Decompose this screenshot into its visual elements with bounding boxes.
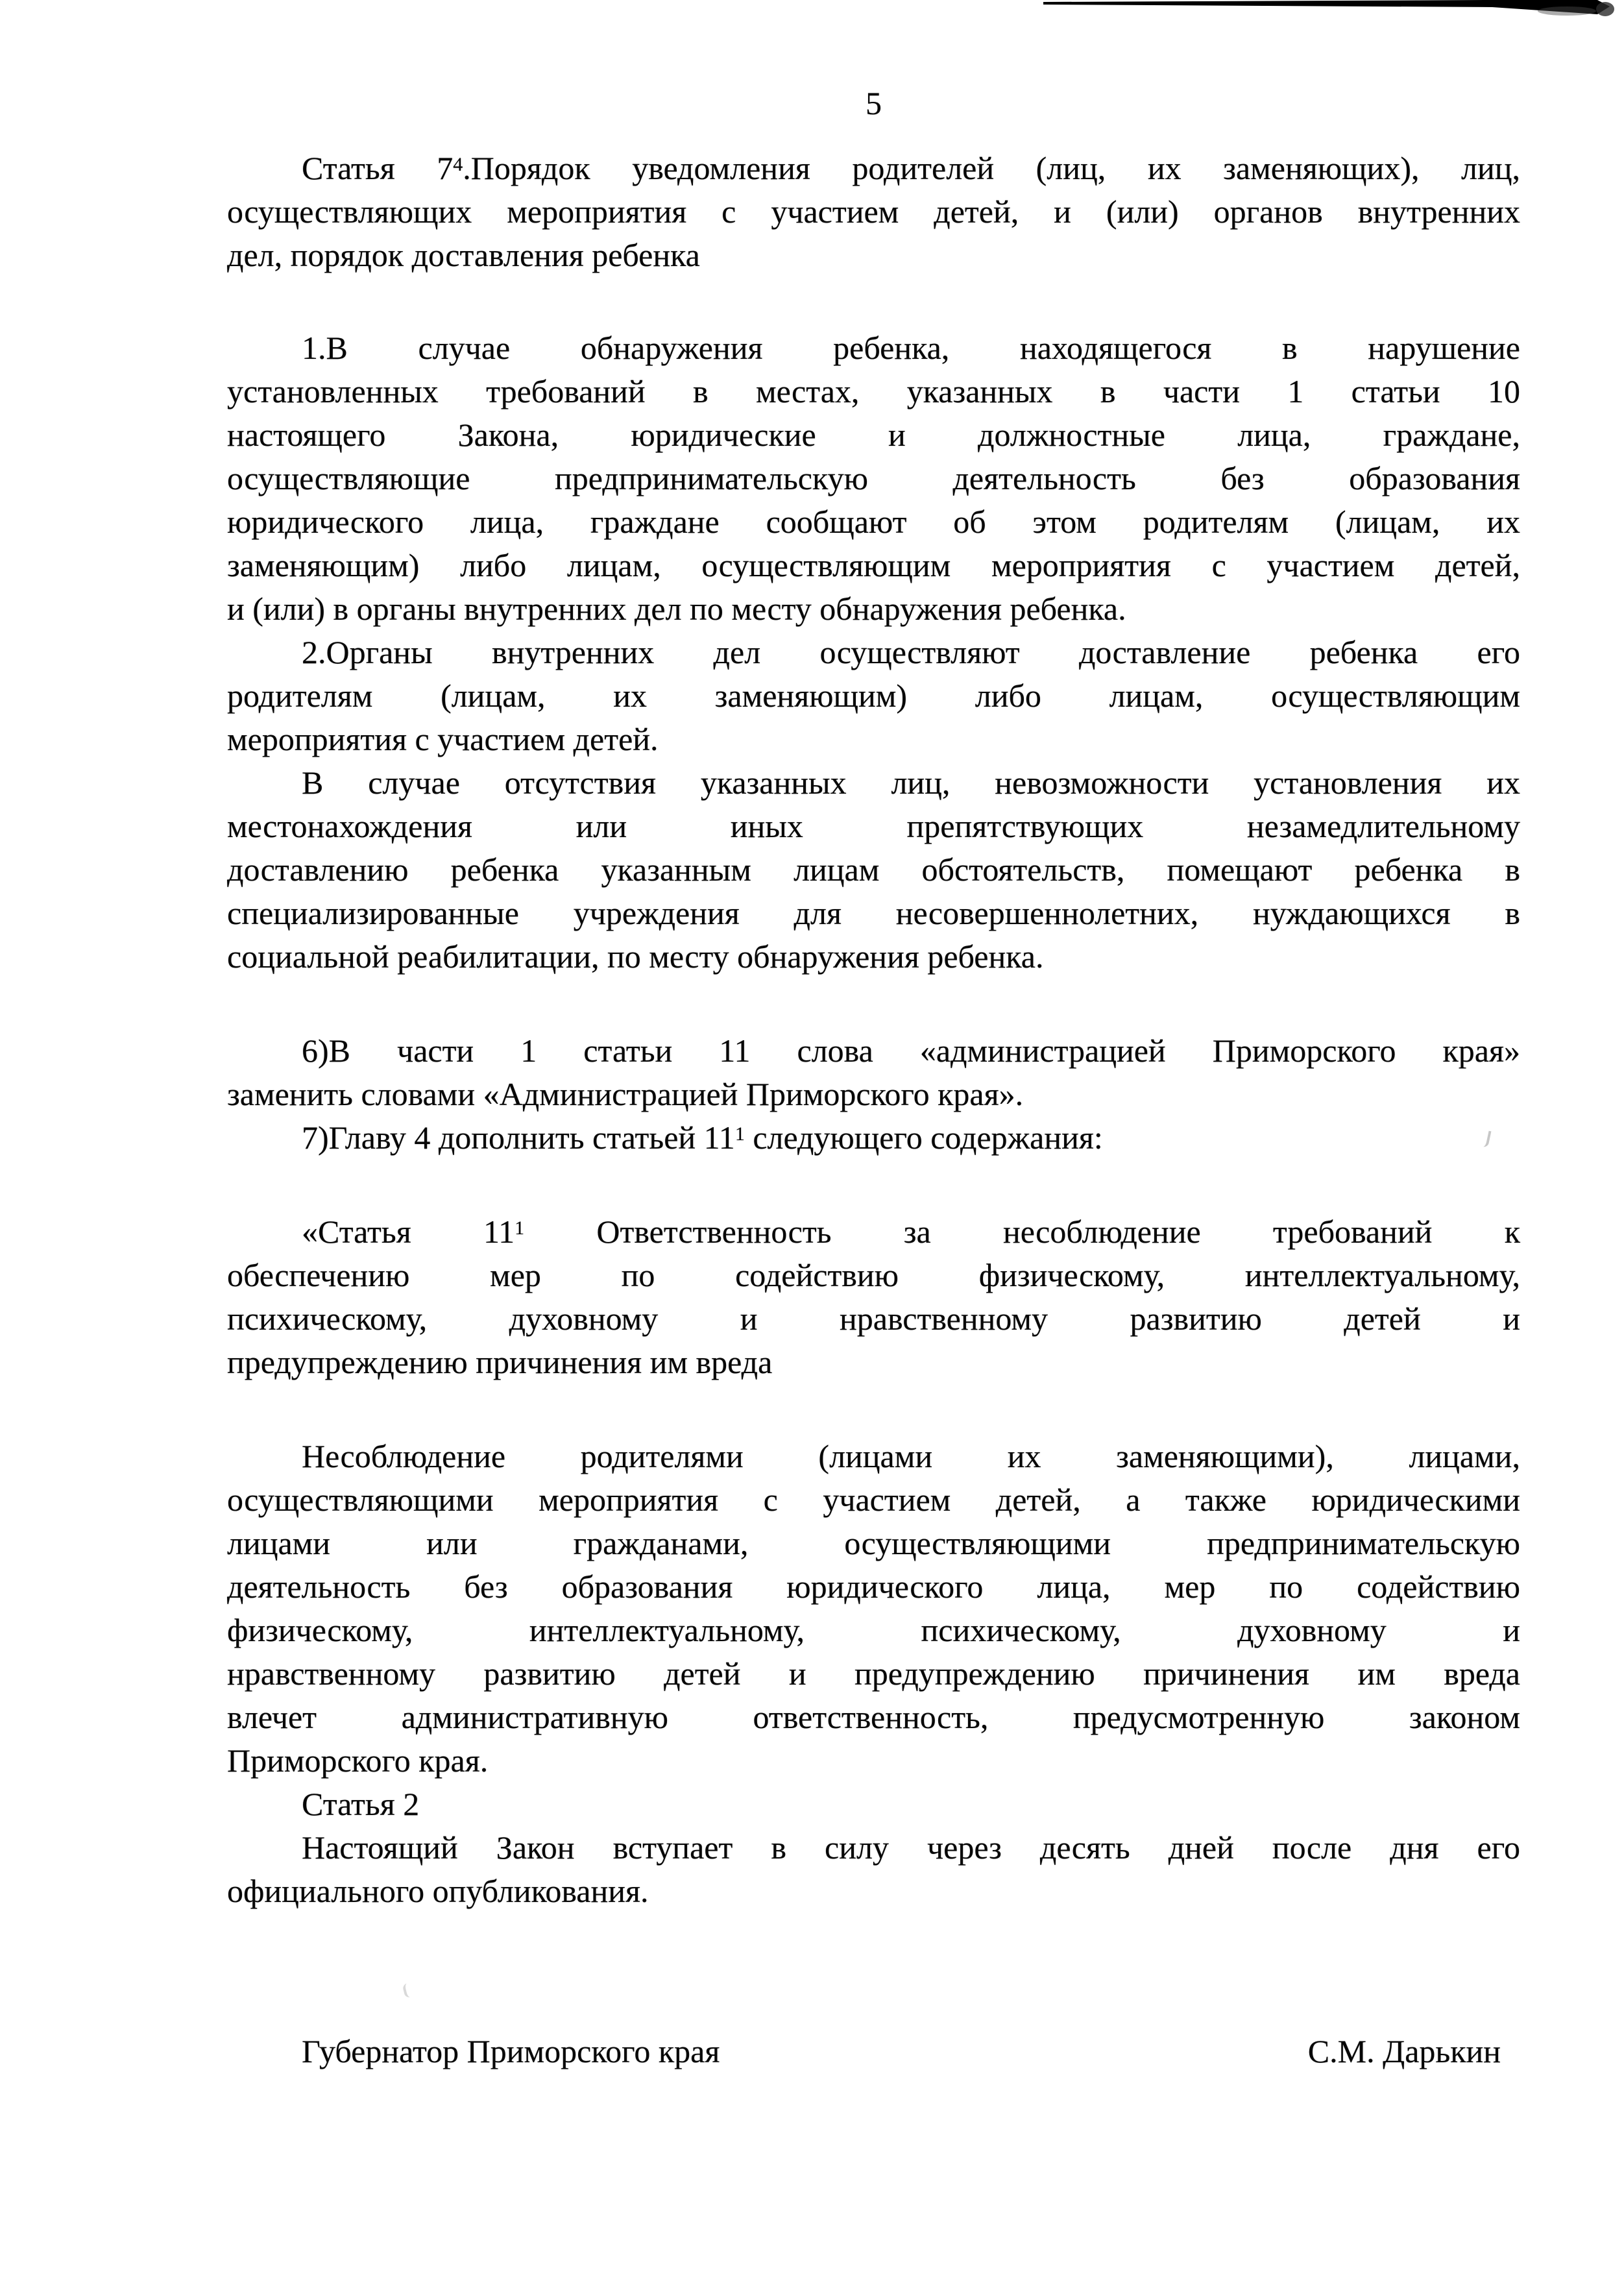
paragraph-line: осуществляющими мероприятия с участием детей, а также юридическими <box>227 1481 1520 1518</box>
paragraph-line: местонахождения или иных препятствующих незамедлительному <box>227 808 1520 844</box>
paragraph-line: осуществляющие предпринимательскую деятельность без образования <box>227 460 1520 496</box>
paragraph-line: 1.В случае обнаружения ребенка, находящегося в нарушение <box>302 330 1520 366</box>
paragraph-line: социальной реабилитации, по месту обнаружения ребенка. <box>227 938 1044 975</box>
paragraph-line: заменяющим) либо лицам, осуществляющим мероприятия с участием детей, <box>227 547 1520 583</box>
paragraph-line: Несоблюдение родителями (лицами их заменяющими), лицами, <box>302 1438 1520 1474</box>
article-7-4-body <box>227 326 1520 979</box>
heading-continuation-lines <box>227 190 1520 277</box>
heading-line-with-superscript <box>227 147 1520 190</box>
heading-rest: .Порядок уведомления родителей (лиц, их заменяющих), лиц, <box>463 150 1521 186</box>
article-11-1-paragraph <box>227 1435 1520 1783</box>
heading-line: осуществляющих мероприятия с участием детей, и (или) органов внутренних <box>227 193 1520 230</box>
article-11-1-body <box>227 1435 1520 1913</box>
item7-prefix: 7)Главу 4 дополнить статьей 11 <box>302 1119 735 1156</box>
amendment-line: 6)В части 1 статьи 11 слова «администрацией Приморского края» <box>302 1032 1520 1069</box>
article-11-1-prefix: «Статья 11 <box>302 1213 515 1250</box>
paragraph-line: В случае отсутствия указанных лиц, невозможности установления их <box>302 764 1520 801</box>
signature-position: Губернатор Приморского края <box>302 2033 720 2069</box>
signature-name: С.М. Дарькин <box>1307 2033 1501 2069</box>
paragraph-line: Приморского края. <box>227 1742 489 1779</box>
article-11-1-heading <box>227 1210 1520 1384</box>
paragraph-line: мероприятия с участием детей. <box>227 721 659 757</box>
article-11-1-rest: Ответственность за несоблюдение требований к <box>524 1213 1520 1250</box>
article-11-1-title-continuation <box>227 1254 1520 1384</box>
paragraph-line: официального опубликования. <box>227 1873 649 1909</box>
heading-line: предупреждению причинения им вреда <box>227 1344 773 1380</box>
amendment-item-6 <box>227 1029 1520 1116</box>
article-2-paragraph <box>227 1826 1520 1913</box>
paragraph-line: родителям (лицам, их заменяющим) либо лицам, осуществляющим <box>227 677 1520 714</box>
paragraph-line: нравственному развитию детей и предупреждению причинения им вреда <box>227 1655 1520 1692</box>
superscript-1: 1 <box>734 1123 745 1145</box>
superscript-1: 1 <box>515 1217 525 1239</box>
signature-row <box>227 2030 1520 2073</box>
article-2-title: Статья 2 <box>302 1786 420 1822</box>
amendment-items <box>227 1029 1520 1160</box>
article-11-1-title-line <box>227 1210 1520 1254</box>
paragraph-part-2 <box>227 631 1520 761</box>
paragraph-line: 2.Органы внутренних дел осуществляют доставление ребенка его <box>302 634 1520 670</box>
scan-speck-icon <box>402 1982 416 1998</box>
scan-artifact-top-bar-icon <box>0 0 1624 26</box>
page-number: 5 <box>866 85 882 121</box>
paragraph-part-2-continued <box>227 761 1520 979</box>
paragraph-line: доставлению ребенка указанным лицам обстоятельств, помещают ребенка в <box>227 851 1520 888</box>
article-7-4-heading <box>227 147 1520 277</box>
paragraph-line: физическому, интеллектуальному, психическому, духовному и <box>227 1612 1520 1648</box>
heading-line: дел, порядок доставления ребенка <box>227 237 700 273</box>
superscript-4: 4 <box>453 153 463 175</box>
heading-line: обеспечению мер по содействию физическому, интеллектуальному, <box>227 1257 1520 1293</box>
paragraph-line: лицами или гражданами, осуществляющими предпринимательскую <box>227 1525 1520 1561</box>
amendment-item-7 <box>227 1116 1520 1160</box>
amendment-line: заменить словами «Администрацией Приморского края». <box>227 1076 1024 1112</box>
paragraph-line: установленных требований в местах, указанных в части 1 статьи 10 <box>227 373 1520 409</box>
paragraph-line: специализированные учреждения для несовершеннолетних, нуждающихся в <box>227 895 1520 931</box>
paragraph-line: настоящего Закона, юридические и должностные лица, граждане, <box>227 417 1520 453</box>
heading-line: психическому, духовному и нравственному развитию детей и <box>227 1300 1520 1337</box>
paragraph-line: юридического лица, граждане сообщают об этом родителям (лицам, их <box>227 504 1520 540</box>
paragraph-line: и (или) в органы внутренних дел по месту обнаружения ребенка. <box>227 591 1126 627</box>
heading-prefix: Статья 7 <box>302 150 454 186</box>
item7-rest: следующего содержания: <box>744 1119 1103 1156</box>
paragraph-line: влечет административную ответственность, предусмотренную законом <box>227 1699 1520 1735</box>
paragraph-line: деятельность без образования юридического лица, мер по содействию <box>227 1568 1520 1605</box>
paragraph-part-1 <box>227 326 1520 631</box>
paragraph-line: Настоящий Закон вступает в силу через десять дней после дня его <box>302 1829 1520 1866</box>
